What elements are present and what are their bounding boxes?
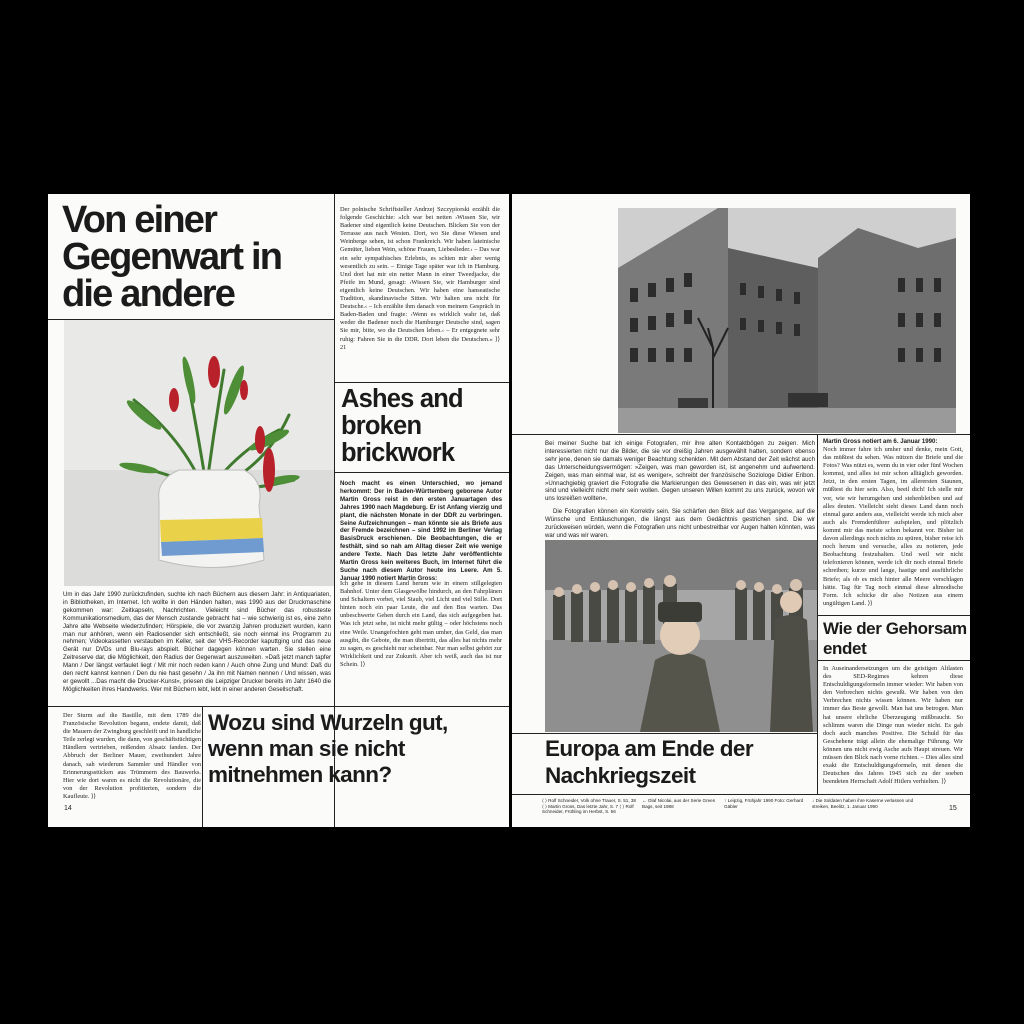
- photo-leipzig-street: [618, 208, 956, 433]
- left-page: [48, 194, 509, 827]
- photo-soldiers: [545, 540, 817, 732]
- divider: [512, 733, 818, 734]
- divider: [48, 706, 509, 707]
- body-text: Noch immer fahre ich umher und denke, mein Gott, das müßtest du sehen. Was nützen die Briefe und die Fotos? Was nützt es, wenn du in vier oder fünf Wochen kommst, und alles ist mir schon alltäglich geworden. Jetzt, in den ersten Tagen, im allerersten Staunen, müßtest du hier sein. Also, beeil dich! Ich stelle mir vor, wie wir herumgehen und stehenbleiben und auf alles deuten. Vielleicht sieht dieses Land dann noch einmal ganz anders aus, vielleicht werde ich mich aber auch als Fremdenführer aufspielen, und plötzlich kommt mir das meiste schon bekannt vor. Bisher ist davon allerdings noch nichts zu spüren, bisher reise ich noch herum und versuche, alles zu notieren, jede Beobachtung festzuhalten. Und weil wir nicht telefonieren können, werde ich dir noch einmal Briefe schreiben; kurze und lange, hastige und ausführliche Briefe; als ob es mich hinter alle Meere verschlagen hätte. Tag für Tag noch einmal diese altmodische Form. Ich schicke dir also Notizen aus einem ungültigen Land. ⟩⟩: [823, 446, 963, 607]
- right-page: [512, 194, 970, 827]
- divider: [334, 472, 509, 473]
- body-text: Um in das Jahr 1990 zurückzufinden, suchte ich nach Büchern aus diesem Jahr: in Antiquariaten, in Bibliotheken, im Internet. Ich wollte in den Händen halten, was 1990 aus der Druckmaschine gekommen war: Zeitkapseln, Nachrichten. Vieleicht sind Bücher das robusteste Kommunikationsmedium, das der Mensch zustande gebracht hat – wie schwierig ist es, eine zehn Jahre alte Webseite wiederzufinden; Hörspiele, die vor zwanzig Jahren produziert wurden, kann man nur anhören, wenn ein Radiosender sich entschließt, sie noch einmal ins Programm zu nehmen; Videokassetten verstauben im Keller, seit der VHS-Recorder kaputtging und das neue Gerät nur DVDs und Blu-rays abspielt. Bücher dagegen können warten. Sie stellen eine Zeitreserve dar, die Möglichkeit, den Radius der Gegenwart auszuweiten. »Daß jetzt manch tapfer Mann / Der längst verfaulet liegt / Mit mir noch reden kann / Auch ohne Zung und Mund: Daß du den recht kannst kennen / Den du nie hast gesehn / Ja ihn mit Namen nennen / Und wissen, was er gewollt ...Das macht die Drucker-Kunst«, priesen die Leipziger Drucker bereits im Jahr 1640 die Möglichkeiten ihres Handwerks. Wer mit Büchern lebt, lebt in einer anderen Gesellschaft.: [63, 591, 331, 693]
- body-text: Martin Gross notiert am 6. Januar 1990:: [823, 438, 938, 445]
- divider: [512, 794, 970, 795]
- divider: [334, 382, 509, 383]
- body-text: Der polnische Schriftsteller Andrzej Szczypiorski erzählt die folgende Geschichte: »Ich war bei netten ›Wissen Sie, wir Badener sind eigentlich keine Deutschen. Blicken Sie von der Terrasse aus nach Westen. Dort, wo Sie diese Wiesen und Weinberge sehen, ist schon Frankreich. Wir haben lateinische Gemüter, lieben Wein, schöne Frauen, Liebeslieder.‹ – Das war ein sehr sympathisches Erlebnis, es schien mir aber wenig wesentlich zu sein. – Einige Tage später war ich in Hamburg. Und dort hat mir ein netter Mann in einer Tweedjacke, die Pfeife im Mund, gesagt: ›Wissen Sie, wir Hamburger sind eigentlich keine Deutschen. Wir haben eine hanseatische Tradition, skandinavische Sitten. Wir halten uns nicht für Deutsche.‹ – Ich erzählte ihm danach von meinem Gespräch in Baden-Baden und fragte: ›Wenn es wirklich wahr ist, daß weder die Badener noch die Hamburger Deutsche sind, sagen Sie mir, bitte, wo die Deutschen leben.‹ – Er entgegnete sehr ruhig: Fahren Sie in die DDR. Dort leben die Deutschen.« ⟩⟩ 21: [340, 206, 500, 351]
- body-text: Der Sturm auf die Bastille, mit dem 1789 die Französische Revolution begann, endete damit, daß die Mauern der Zwingburg geschleift und in handliche Teile zerlegt wurden, die dann, von geschäftstüchtigen Händlern vertrieben, reißenden Absatz fanden. Der Abbruch der Berliner Mauer, zweihundert Jahre danach, sah wiederum Sammler und Händler von Erinnerungsstücken aus Trümmern des Bauwerks. Hier wie dort waren es nicht die Revolutionäre, die von der Revolution profitierten, sondern die Kaufleute. ⟩⟩: [63, 712, 201, 800]
- caption-bag-photo: ← Olaf Nicolai, aus der Serie Green Bags, seit 1988: [642, 798, 716, 809]
- page-number: 15: [949, 805, 957, 812]
- page-title: Von einer Gegenwart in die andere: [62, 199, 282, 315]
- section-heading: Europa am Ende der Nachkriegszeit: [545, 736, 754, 788]
- body-text: Noch macht es einen Unterschied, wo jemand herkommt: Der in Baden-Württemberg geborene Autor Martin Gross reist in den ersten Januartagen des Jahres 1990 nach Magdeburg. Er ist Anfang vierzig und plant, die nächsten Monate in der DDR zu verbringen. Seine Aufzeichnungen – man könnte sie als Briefe aus der Fremde bezeichnen – sind 1992 im Berliner Verlag BasisDruck erschienen. Die Beobachtungen, die er festhält, sind so nah am Alltag dieser Zeit wie wenige andere Texte. Nach Das letzte Jahr veröffentlichte Martin Gross kein weiteres Buch, im Internet führt die Suche nach diesem Autor heute ins Leere. Am 5. Januar 1990 notiert Martin Gross:: [340, 480, 502, 580]
- caption-street-photo: ↑ Leipzig, Frühjahr 1990 Foto: Gerhard Gäbler: [724, 798, 804, 809]
- body-text: Ich gehe in diesem Land herum wie in einem stillgelegten Bahnhof. Unter dem Glasgewölbe hindurch, an den Fahrplänen und Schaltern vorbei, viel Staub, viel Licht und viel Stille. Dort hinten noch ein paar Leute, die auf den Bus warten. Das unbeschwerte Gehen durch ein Land, das sich aufgegeben hat. Was ich jetzt sehe, ist nicht mehr gültig – oder höchstens noch eine Weile. Unangefochten geht man umher, das Geld, das man ausgibt, die Gebote, die man übertritt, das alles hat nichts mehr zu sagen, es geschieht nur scheinbar. Nur man selbst gehört zur Wirklichkeit und zur Zukunft. Aber ich weiß, auch das ist nur Schein. ⟩⟩: [340, 580, 502, 668]
- caption-notes: ⟨ ⟩ Rolf Schneider, Volk ohne Trauer, S. 51, 38 ⟨ ⟩ Martin Gross, Das letzte Jahr, S. 7 ⟨ ⟩ Rolf Schneider, Frühling im Herbst, S. 56: [542, 798, 636, 814]
- body-text: Die Fotografien können ein Korrektiv sein. Sie schärfen den Blick auf das Vergangene, auf die Wünsche und Enttäuschungen, die längst aus dem Gedächtnis gestrichen sind. Die wir zurückweisen würden, wenn die Fotografien uns nicht unbestreitbar vor Augen halten könnten, was war und was wir waren.: [545, 508, 815, 539]
- flower-bag-illustration: [64, 320, 334, 586]
- divider: [817, 434, 818, 794]
- street-illustration: [618, 208, 956, 433]
- soldiers-illustration: [545, 540, 817, 732]
- body-text: Bei meiner Suche bat ich einige Fotografen, mir ihre alten Kontaktbögen zu zeigen. Mich interessierten nicht nur die Bilder, die sie vor dreißig Jahren ausgewählt hatten, sondern ebenso sehr jene, denen sie damals weniger Beachtung schenkten. Mit dem Abstand der Zeit wächst auch das Unterscheidungsvermögen: »Zeigen, was man geworden ist, ist angenehm und aufwertend. Zeigen, was man einmal war, ist es weniger«, schreibt der französische Soziologe Didier Eribon. »Unnachgiebig graviert die Fotografie die Markierungen des Gewesenen in das ein, was wir jetzt sind und vielleicht nicht mehr sein wollen. Gegen unseren Willen kommt zu uns zurück, wovon wir uns losreißen wollten«.: [545, 440, 815, 503]
- body-text: In Auseinandersetzungen um die geistigen Altlasten des SED-Regimes kehren diese Entschuldigungsformeln immer wieder: Wir haben von den Verbrechen nichts gewußt. Wir haben von den Verbrechen nichts wissen können. Wir haben nur immer das Beste gewollt. Man hat uns betrogen. Man hat unsere ehrliche Überzeugung mißbraucht. So schlimm waren die Dinge nun wieder nicht. Es gab doch auch manches Positive. Die Schuld für das Geschehene trägt allein die ehemalige Führung. Wir können uns nicht ewig Asche aufs Haupt streuen. Wir müssen den Blick nach vorne richten. – Dies alles sind exakt die Entschuldigungsformeln, mit denen die Deutschen des Jahres 1945 sich zu der soeben beendeten Herrschaft Adolf Hitlers verhielten. ⟩⟩: [823, 665, 963, 786]
- divider: [817, 660, 970, 661]
- section-heading: Wie der Gehorsam endet: [823, 619, 967, 658]
- divider: [817, 615, 970, 616]
- divider: [202, 706, 203, 827]
- section-heading: Wozu sind Wurzeln gut, wenn man sie nicht mitnehmen kann?: [208, 710, 448, 787]
- divider: [512, 434, 970, 435]
- caption-soldiers-photo: ↓ Die Soldaten haben ihre Kaserne verlassen und streiken, Beelitz, 1. Januar 1990: [812, 798, 914, 809]
- page-number: 14: [64, 805, 72, 812]
- section-heading: Ashes and broken brickwork: [341, 385, 463, 467]
- photo-flower-bag: [64, 320, 334, 586]
